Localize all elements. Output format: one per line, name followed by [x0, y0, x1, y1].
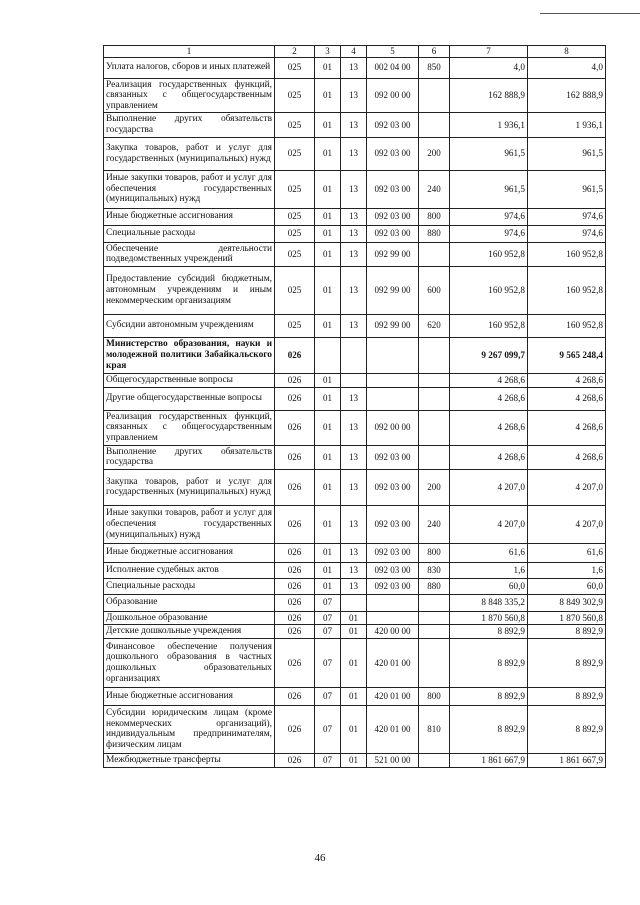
table-row [104, 387, 606, 410]
section-code-cell: 01 [315, 314, 341, 337]
subsection-code-cell: 01 [341, 625, 367, 639]
row-name-cell: Выполнение других обязательств государства [104, 445, 275, 469]
table-row [104, 225, 606, 242]
table-row [104, 705, 606, 753]
table-row [104, 137, 606, 170]
amount-year2-cell: 974,6 [528, 225, 606, 242]
section-code-cell: 01 [315, 266, 341, 314]
ved-code-cell: 026 [275, 753, 315, 767]
section-code-cell: 01 [315, 78, 341, 113]
header-row [104, 46, 606, 58]
header-cell: 8 [528, 46, 606, 58]
amount-year1-cell: 160 952,8 [450, 266, 528, 314]
target-article-cell: 092 03 00 [367, 137, 419, 170]
row-name-cell: Иные закупки товаров, работ и услуг для обеспечения государственных (муниципальных) нужд [104, 170, 275, 208]
subsection-code-cell: 01 [341, 611, 367, 625]
ved-code-cell: 025 [275, 78, 315, 113]
row-name-cell: Иные бюджетные ассигнования [104, 208, 275, 225]
section-code-cell: 07 [315, 594, 341, 611]
subsection-code-cell: 01 [341, 638, 367, 687]
row-name-cell: Предоставление субсидий бюджетным, автономным учреждениям и иным некоммерческим организациям [104, 266, 275, 314]
target-article-cell [367, 373, 419, 387]
ved-code-cell: 026 [275, 387, 315, 410]
subsection-code-cell: 13 [341, 387, 367, 410]
amount-year1-cell: 60,0 [450, 578, 528, 594]
section-code-cell: 01 [315, 242, 341, 266]
expense-type-cell: 620 [419, 314, 450, 337]
subsection-code-cell: 01 [341, 687, 367, 705]
target-article-cell: 092 03 00 [367, 562, 419, 578]
subsection-code-cell: 13 [341, 469, 367, 505]
amount-year1-cell: 4 268,6 [450, 387, 528, 410]
target-article-cell: 092 00 00 [367, 78, 419, 113]
table-row [104, 578, 606, 594]
ved-code-cell: 026 [275, 410, 315, 445]
row-name-cell: Субсидии автономным учреждениям [104, 314, 275, 337]
expense-type-cell [419, 410, 450, 445]
section-code-cell: 07 [315, 638, 341, 687]
ved-code-cell: 026 [275, 337, 315, 373]
row-name-cell: Закупка товаров, работ и услуг для государственных (муниципальных) нужд [104, 469, 275, 505]
expense-type-cell [419, 753, 450, 767]
header-cell: 3 [315, 46, 341, 58]
header-cell: 7 [450, 46, 528, 58]
section-code-cell: 07 [315, 753, 341, 767]
ved-code-cell: 026 [275, 543, 315, 562]
expense-type-cell: 800 [419, 687, 450, 705]
expense-type-cell: 200 [419, 137, 450, 170]
ved-code-cell: 026 [275, 505, 315, 543]
table-row [104, 638, 606, 687]
amount-year1-cell: 1 861 667,9 [450, 753, 528, 767]
ved-code-cell: 025 [275, 208, 315, 225]
table-row [104, 208, 606, 225]
subsection-code-cell: 13 [341, 57, 367, 78]
expense-type-cell: 600 [419, 266, 450, 314]
row-name-cell: Иные закупки товаров, работ и услуг для обеспечения государственных (муниципальных) нужд [104, 505, 275, 543]
amount-year1-cell: 9 267 099,7 [450, 337, 528, 373]
expense-type-cell: 240 [419, 505, 450, 543]
section-code-cell: 01 [315, 505, 341, 543]
page-number: 46 [314, 852, 326, 864]
amount-year1-cell: 8 892,9 [450, 625, 528, 639]
amount-year2-cell: 61,6 [528, 543, 606, 562]
expense-type-cell: 240 [419, 170, 450, 208]
amount-year2-cell: 1 936,1 [528, 113, 606, 137]
table-row [104, 78, 606, 113]
section-code-cell: 01 [315, 113, 341, 137]
section-code-cell: 01 [315, 137, 341, 170]
expense-type-cell: 830 [419, 562, 450, 578]
ved-code-cell: 026 [275, 578, 315, 594]
table-row [104, 594, 606, 611]
row-name-cell: Обеспечение деятельности подведомственных учреждений [104, 242, 275, 266]
header-cell: 6 [419, 46, 450, 58]
amount-year2-cell: 4 268,6 [528, 373, 606, 387]
target-article-cell: 002 04 00 [367, 57, 419, 78]
target-article-cell: 092 03 00 [367, 225, 419, 242]
target-article-cell: 420 01 00 [367, 705, 419, 753]
section-code-cell: 07 [315, 687, 341, 705]
row-name-cell: Межбюджетные трансферты [104, 753, 275, 767]
subsection-code-cell: 13 [341, 113, 367, 137]
table-row [104, 410, 606, 445]
amount-year1-cell: 974,6 [450, 208, 528, 225]
amount-year2-cell: 4 207,0 [528, 505, 606, 543]
table-row [104, 469, 606, 505]
expense-type-cell [419, 611, 450, 625]
row-name-cell: Дошкольное образование [104, 611, 275, 625]
expense-type-cell: 880 [419, 225, 450, 242]
section-code-cell: 01 [315, 225, 341, 242]
ved-code-cell: 025 [275, 266, 315, 314]
amount-year2-cell: 8 892,9 [528, 705, 606, 753]
amount-year2-cell: 9 565 248,4 [528, 337, 606, 373]
ved-code-cell: 026 [275, 638, 315, 687]
subsection-code-cell [341, 373, 367, 387]
expense-type-cell: 800 [419, 543, 450, 562]
ved-code-cell: 026 [275, 594, 315, 611]
target-article-cell: 092 03 00 [367, 208, 419, 225]
ved-code-cell: 025 [275, 170, 315, 208]
subsection-code-cell: 13 [341, 543, 367, 562]
amount-year1-cell: 162 888,9 [450, 78, 528, 113]
amount-year2-cell: 961,5 [528, 137, 606, 170]
amount-year1-cell: 160 952,8 [450, 242, 528, 266]
amount-year2-cell: 60,0 [528, 578, 606, 594]
subsection-code-cell: 13 [341, 562, 367, 578]
section-code-cell: 01 [315, 170, 341, 208]
target-article-cell [367, 387, 419, 410]
section-code-cell: 07 [315, 611, 341, 625]
ved-code-cell: 025 [275, 225, 315, 242]
target-article-cell: 420 01 00 [367, 687, 419, 705]
amount-year1-cell: 8 892,9 [450, 638, 528, 687]
section-code-cell: 01 [315, 57, 341, 78]
target-article-cell: 420 01 00 [367, 638, 419, 687]
row-name-cell: Исполнение судебных актов [104, 562, 275, 578]
expense-type-cell [419, 373, 450, 387]
subsection-code-cell: 13 [341, 266, 367, 314]
expense-type-cell: 850 [419, 57, 450, 78]
section-code-cell: 01 [315, 208, 341, 225]
subsection-code-cell: 13 [341, 242, 367, 266]
amount-year2-cell: 4 207,0 [528, 469, 606, 505]
expense-type-cell: 810 [419, 705, 450, 753]
ved-code-cell: 026 [275, 469, 315, 505]
table-row [104, 543, 606, 562]
subsection-code-cell: 01 [341, 705, 367, 753]
section-code-cell [315, 337, 341, 373]
amount-year2-cell: 961,5 [528, 170, 606, 208]
amount-year2-cell: 974,6 [528, 208, 606, 225]
table-row [104, 687, 606, 705]
header-cell: 4 [341, 46, 367, 58]
amount-year2-cell: 1 861 667,9 [528, 753, 606, 767]
amount-year1-cell: 961,5 [450, 137, 528, 170]
row-name-cell: Министерство образования, науки и молодежной политики Забайкальского края [104, 337, 275, 373]
amount-year1-cell: 4 268,6 [450, 373, 528, 387]
expense-type-cell [419, 113, 450, 137]
subsection-code-cell: 13 [341, 208, 367, 225]
amount-year1-cell: 160 952,8 [450, 314, 528, 337]
amount-year2-cell: 4 268,6 [528, 387, 606, 410]
expense-type-cell [419, 242, 450, 266]
amount-year1-cell: 961,5 [450, 170, 528, 208]
target-article-cell: 521 00 00 [367, 753, 419, 767]
ved-code-cell: 026 [275, 687, 315, 705]
table-row [104, 337, 606, 373]
row-name-cell: Специальные расходы [104, 578, 275, 594]
row-name-cell: Другие общегосударственные вопросы [104, 387, 275, 410]
row-name-cell: Финансовое обеспечение получения дошкольного образования в частных дошкольных образовательных организациях [104, 638, 275, 687]
section-code-cell: 01 [315, 373, 341, 387]
amount-year1-cell: 1,6 [450, 562, 528, 578]
target-article-cell [367, 594, 419, 611]
target-article-cell: 420 00 00 [367, 625, 419, 639]
ved-code-cell: 025 [275, 113, 315, 137]
amount-year2-cell: 1 870 560,8 [528, 611, 606, 625]
row-name-cell: Детские дошкольные учреждения [104, 625, 275, 639]
amount-year2-cell: 4,0 [528, 57, 606, 78]
table-row [104, 373, 606, 387]
table-row [104, 611, 606, 625]
top-rule [540, 13, 640, 14]
ved-code-cell: 026 [275, 373, 315, 387]
section-code-cell: 01 [315, 562, 341, 578]
row-name-cell: Иные бюджетные ассигнования [104, 543, 275, 562]
ved-code-cell: 026 [275, 611, 315, 625]
amount-year1-cell: 4 268,6 [450, 445, 528, 469]
target-article-cell: 092 03 00 [367, 170, 419, 208]
row-name-cell: Реализация государственных функций, связанных с общегосударственным управлением [104, 78, 275, 113]
table-row [104, 266, 606, 314]
target-article-cell [367, 611, 419, 625]
subsection-code-cell: 01 [341, 753, 367, 767]
subsection-code-cell: 13 [341, 225, 367, 242]
row-name-cell: Уплата налогов, сборов и иных платежей [104, 57, 275, 78]
target-article-cell: 092 99 00 [367, 314, 419, 337]
table-row [104, 314, 606, 337]
amount-year2-cell: 160 952,8 [528, 242, 606, 266]
amount-year1-cell: 974,6 [450, 225, 528, 242]
subsection-code-cell: 13 [341, 410, 367, 445]
table-row [104, 505, 606, 543]
subsection-code-cell: 13 [341, 578, 367, 594]
amount-year2-cell: 160 952,8 [528, 314, 606, 337]
header-cell: 5 [367, 46, 419, 58]
amount-year1-cell: 8 892,9 [450, 705, 528, 753]
table-row [104, 113, 606, 137]
amount-year1-cell: 4 207,0 [450, 505, 528, 543]
section-code-cell: 07 [315, 625, 341, 639]
row-name-cell: Специальные расходы [104, 225, 275, 242]
section-code-cell: 07 [315, 705, 341, 753]
subsection-code-cell [341, 337, 367, 373]
amount-year2-cell: 8 892,9 [528, 687, 606, 705]
amount-year1-cell: 4 207,0 [450, 469, 528, 505]
target-article-cell: 092 03 00 [367, 445, 419, 469]
subsection-code-cell [341, 594, 367, 611]
row-name-cell: Иные бюджетные ассигнования [104, 687, 275, 705]
amount-year2-cell: 8 892,9 [528, 625, 606, 639]
expense-type-cell [419, 638, 450, 687]
row-name-cell: Субсидии юридическим лицам (кроме некоммерческих организаций), индивидуальным предпринимателям, физическим лицам [104, 705, 275, 753]
header-cell: 1 [104, 46, 275, 58]
amount-year1-cell: 4 268,6 [450, 410, 528, 445]
table-row [104, 753, 606, 767]
amount-year2-cell: 4 268,6 [528, 410, 606, 445]
row-name-cell: Общегосударственные вопросы [104, 373, 275, 387]
ved-code-cell: 025 [275, 137, 315, 170]
target-article-cell [367, 337, 419, 373]
ved-code-cell: 025 [275, 314, 315, 337]
amount-year2-cell: 1,6 [528, 562, 606, 578]
expense-type-cell [419, 625, 450, 639]
budget-table [103, 45, 606, 768]
table-row [104, 625, 606, 639]
expense-type-cell: 880 [419, 578, 450, 594]
subsection-code-cell: 13 [341, 314, 367, 337]
amount-year2-cell: 160 952,8 [528, 266, 606, 314]
section-code-cell: 01 [315, 543, 341, 562]
section-code-cell: 01 [315, 387, 341, 410]
ved-code-cell: 026 [275, 625, 315, 639]
expense-type-cell [419, 337, 450, 373]
target-article-cell: 092 00 00 [367, 410, 419, 445]
target-article-cell: 092 99 00 [367, 242, 419, 266]
ved-code-cell: 025 [275, 242, 315, 266]
section-code-cell: 01 [315, 410, 341, 445]
expense-type-cell [419, 78, 450, 113]
header-cell: 2 [275, 46, 315, 58]
amount-year2-cell: 8 849 302,9 [528, 594, 606, 611]
amount-year1-cell: 8 848 335,2 [450, 594, 528, 611]
section-code-cell: 01 [315, 469, 341, 505]
subsection-code-cell: 13 [341, 137, 367, 170]
table-row [104, 562, 606, 578]
expense-type-cell: 800 [419, 208, 450, 225]
subsection-code-cell: 13 [341, 505, 367, 543]
amount-year1-cell: 8 892,9 [450, 687, 528, 705]
target-article-cell: 092 99 00 [367, 266, 419, 314]
target-article-cell: 092 03 00 [367, 113, 419, 137]
section-code-cell: 01 [315, 578, 341, 594]
row-name-cell: Реализация государственных функций, связанных с общегосударственным управлением [104, 410, 275, 445]
subsection-code-cell: 13 [341, 170, 367, 208]
expense-type-cell: 200 [419, 469, 450, 505]
amount-year1-cell: 4,0 [450, 57, 528, 78]
section-code-cell: 01 [315, 445, 341, 469]
ved-code-cell: 026 [275, 445, 315, 469]
expense-type-cell [419, 387, 450, 410]
table-row [104, 445, 606, 469]
amount-year2-cell: 8 892,9 [528, 638, 606, 687]
ved-code-cell: 025 [275, 57, 315, 78]
target-article-cell: 092 03 00 [367, 469, 419, 505]
expense-type-cell [419, 445, 450, 469]
row-name-cell: Образование [104, 594, 275, 611]
subsection-code-cell: 13 [341, 78, 367, 113]
amount-year1-cell: 61,6 [450, 543, 528, 562]
amount-year2-cell: 4 268,6 [528, 445, 606, 469]
subsection-code-cell: 13 [341, 445, 367, 469]
target-article-cell: 092 03 00 [367, 578, 419, 594]
row-name-cell: Выполнение других обязательств государства [104, 113, 275, 137]
row-name-cell: Закупка товаров, работ и услуг для государственных (муниципальных) нужд [104, 137, 275, 170]
amount-year1-cell: 1 936,1 [450, 113, 528, 137]
amount-year1-cell: 1 870 560,8 [450, 611, 528, 625]
expense-type-cell [419, 594, 450, 611]
ved-code-cell: 026 [275, 562, 315, 578]
table-row [104, 170, 606, 208]
target-article-cell: 092 03 00 [367, 543, 419, 562]
ved-code-cell: 026 [275, 705, 315, 753]
target-article-cell: 092 03 00 [367, 505, 419, 543]
table-row [104, 242, 606, 266]
table-row [104, 57, 606, 78]
amount-year2-cell: 162 888,9 [528, 78, 606, 113]
